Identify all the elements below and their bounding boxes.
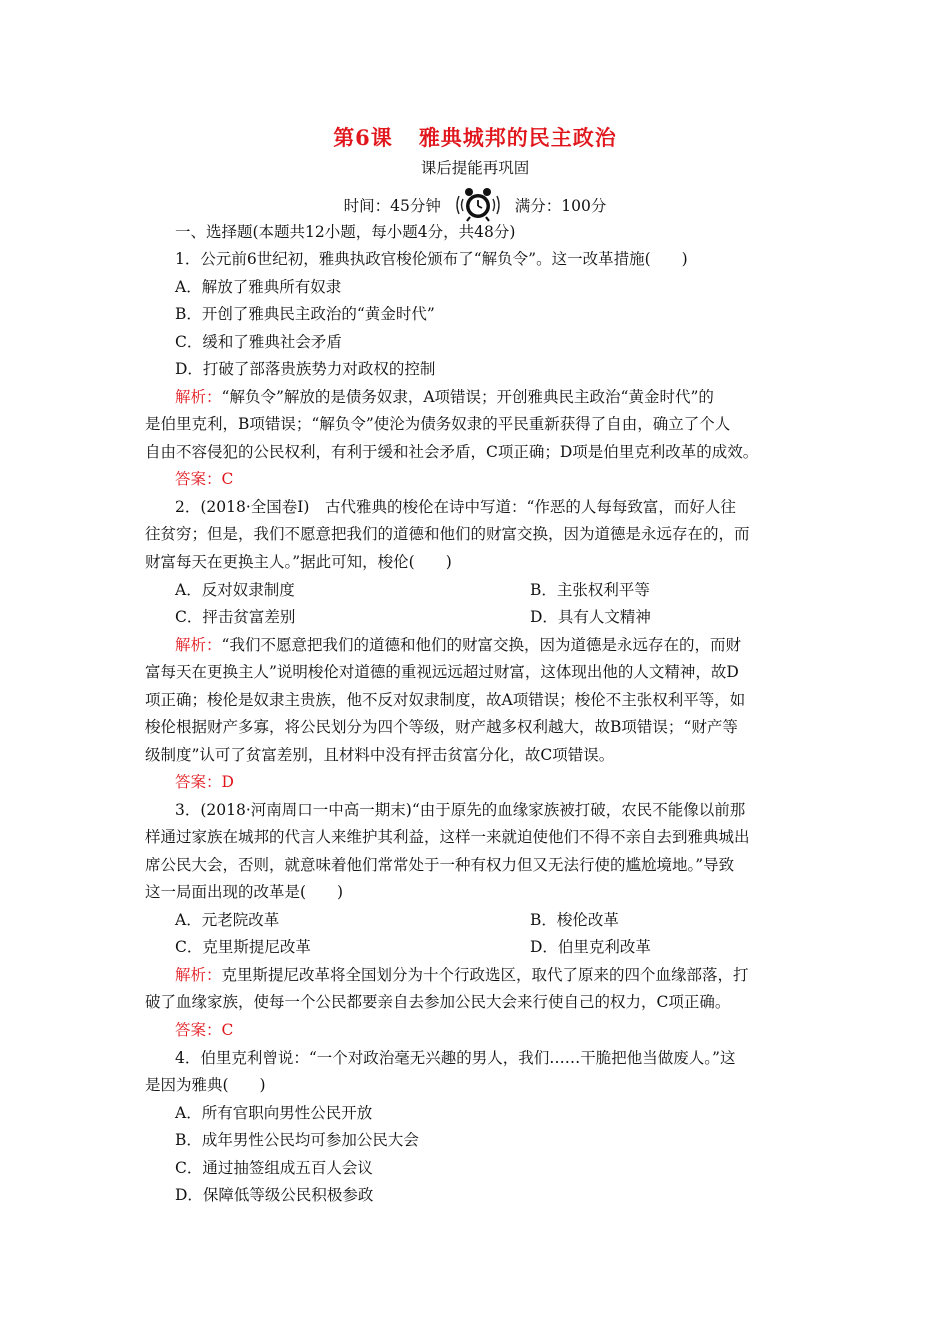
analysis-label: 解析：	[175, 636, 222, 654]
q2-stem-line: 往贫穷；但是，我们不愿意把我们的道德和他们的财富交换，因为道德是永远存在的，而	[145, 525, 750, 543]
q1-option-a: A．解放了雅典所有奴隶	[175, 278, 342, 296]
q2-answer: 答案：D	[175, 773, 234, 791]
q3-option-b: B．梭伦改革	[530, 911, 619, 929]
q3-stem-line: 样通过家族在城邦的代言人来维护其利益，这样一来就迫使他们不得不亲自去到雅典城出	[145, 828, 750, 846]
q1-analysis-line: 解析：“解负令”解放的是债务奴隶，A项错误；开创雅典民主政治“黄金时代”的	[175, 388, 714, 406]
section-heading: 一、选择题(本题共12小题，每小题4分，共48分)	[175, 223, 516, 241]
q2-stem-line: 财富每天在更换主人。”据此可知，梭伦( )	[145, 553, 452, 571]
q4-option-c: C．通过抽签组成五百人会议	[175, 1159, 373, 1177]
q1-stem: 1．公元前6世纪初，雅典执政官梭伦颁布了“解负令”。这一改革措施( )	[175, 250, 688, 268]
q1-analysis-line: 是伯里克利，B项错误；“解负令”使沦为债务奴隶的平民重新获得了自由，确立了个人	[145, 415, 731, 433]
q2-analysis-line: 富每天在更换主人”说明梭伦对道德的重视远远超过财富，这体现出他的人文精神，故D	[145, 663, 739, 681]
q4-option-b: B．成年男性公民均可参加公民大会	[175, 1131, 419, 1149]
q3-option-a: A．元老院改革	[175, 911, 280, 929]
q1-option-d: D．打破了部落贵族势力对政权的控制	[175, 360, 436, 378]
q2-option-a: A．反对奴隶制度	[175, 581, 295, 599]
full-score: 满分：100分	[514, 197, 607, 215]
q3-analysis-line: 破了血缘家族，使每一个公民都要亲自去参加公民大会来行使自己的权力，C项正确。	[145, 993, 731, 1011]
time-limit: 时间：45分钟	[343, 197, 441, 215]
lesson-number: 第6课	[333, 125, 393, 150]
lesson-name: 雅典城邦的民主政治	[418, 125, 617, 150]
q2-analysis-line: 级制度”认可了贫富差别，且材料中没有抨击贫富分化，故C项错误。	[145, 746, 615, 764]
analysis-label: 解析：	[175, 388, 222, 406]
lesson-title	[0, 122, 950, 152]
q3-analysis-line: 解析：克里斯提尼改革将全国划分为十个行政选区，取代了原来的四个血缘部落，打	[175, 966, 749, 984]
q2-option-d: D．具有人文精神	[530, 608, 651, 626]
subtitle: 课后提能再巩固	[420, 159, 530, 177]
q4-option-a: A．所有官职向男性公民开放	[175, 1104, 373, 1122]
q2-stem-line: 2．(2018·全国卷Ⅰ) 古代雅典的梭伦在诗中写道：“作恶的人每每致富，而好人往	[175, 498, 736, 516]
q2-option-b: B．主张权利平等	[530, 581, 650, 599]
q2-analysis-line: 解析：“我们不愿意把我们的道德和他们的财富交换，因为道德是永远存在的，而财	[175, 636, 741, 654]
q3-answer: 答案：C	[175, 1021, 234, 1039]
q3-stem-line: 席公民大会，否则，就意味着他们常常处于一种有权力但又无法行使的尴尬境地。”导致	[145, 856, 735, 874]
q1-option-b: B．开创了雅典民主政治的“黄金时代”	[175, 305, 435, 323]
q4-stem-line: 是因为雅典( )	[145, 1076, 266, 1094]
q1-option-c: C．缓和了雅典社会矛盾	[175, 333, 342, 351]
q4-stem-line: 4．伯里克利曾说：“一个对政治毫无兴趣的男人，我们……干脆把他当做废人。”这	[175, 1049, 736, 1067]
q1-analysis-line: 自由不容侵犯的公民权利，有利于缓和社会矛盾，C项正确；D项是伯里克利改革的成效。	[145, 443, 759, 461]
q2-option-c: C．抨击贫富差别	[175, 608, 296, 626]
analysis-label: 解析：	[175, 966, 222, 984]
alarm-clock-icon	[452, 186, 504, 224]
q3-stem-line: 这一局面出现的改革是( )	[145, 883, 344, 901]
q2-analysis-line: 梭伦根据财产多寡，将公民划分为四个等级，财产越多权利越大，故B项错误；“财产等	[145, 718, 738, 736]
q3-stem-line: 3．(2018·河南周口一中高一期末)“由于原先的血缘家族被打破，农民不能像以前那	[175, 801, 746, 819]
time-score-bar	[0, 186, 950, 226]
q3-option-d: D．伯里克利改革	[530, 938, 651, 956]
q1-answer: 答案：C	[175, 470, 234, 488]
q2-analysis-line: 项正确；梭伦是奴隶主贵族，他不反对奴隶制度，故A项错误；梭伦不主张权利平等，如	[145, 691, 746, 709]
q3-option-c: C．克里斯提尼改革	[175, 938, 311, 956]
q4-option-d: D．保障低等级公民积极参政	[175, 1186, 374, 1204]
